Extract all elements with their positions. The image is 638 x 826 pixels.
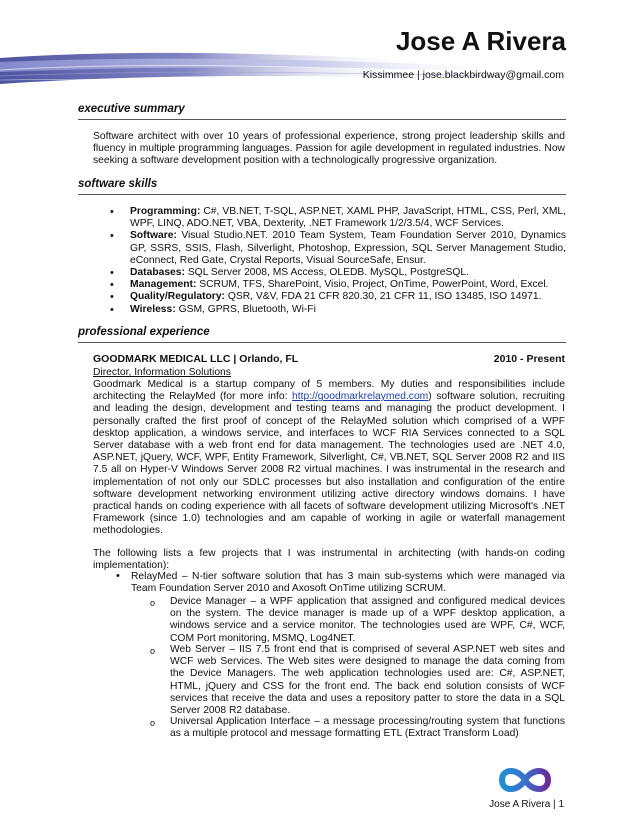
summary-paragraph: Software architect with over 10 years of professional experience, strong project leadership skills and fluency in multiple programming languages. Passion for agile development in regulated industries. Now seeking a software development position with a technologically progressive organization. (93, 131, 565, 167)
sub-bullet: o (150, 646, 156, 656)
relaymed-link[interactable]: http://goodmarkrelaymed.com (292, 391, 429, 403)
section-title-experience: professional experience (78, 326, 210, 338)
job-description: Goodmark Medical is a startup company of 5 members. My duties and responsibilities include architecting the RelayMed (for more info: http://goodmarkrelaymed.com) software solution, recruiting and leading the design, development and testing teams and managing the product development. I personally crafted the first proof of concept of the RelayMed solution which comprised of a WPF desktop application, a windows service, and interfaces to WCF RIA Services connected to a SQL Server database with a web front end for data management. The technologies used are .NET 4.0, ASP.NET, jQuery, WCF, WPF, Entity Framework, Silverlight, C#, VB.NET, SQL Server 2008 R2 and IIS 7.5 all on Hyper-V Windows Server 2008 R2 virtual machines. I was instrumental in the research and implementation of not only our SDLC processes but also installation and configuration of the entire software development networking environment utilizing active directory windows domains. I have practical hands on coding experience with all facets of software development utilizing Microsoft's .NET Framework (since 1.0) technologies and am capable of working in agile or waterfall management methodologies. (93, 379, 565, 537)
subproject-device-manager: Device Manager – a WPF application that assigned and configured medical devices on the system. The device manager is made up of a WPF desktop application, a windows service and a service monitor. The technologies used are WPF, C#, WCF, COM Port monitoring, MSMQ, Log4NET. (170, 596, 565, 644)
contact-info: Kissimmee | jose.blackbirdway@gmail.com (362, 69, 564, 81)
skill-item: • Programming: C#, VB.NET, T-SQL, ASP.NET, XAML PHP, JavaScript, HTML, CSS, Perl, XML, WPF, LINQ, ADO.NET, VBA, Dexterity, .NET Framework 1/2/3.5/4, WCF Services. (110, 206, 566, 230)
project-relaymed: RelayMed – N-tier software solution that has 3 main sub-systems which were managed via Team Foundation Server 2010 and Axosoft OnTime utilizing SCRUM. (131, 571, 565, 595)
job-dates: 2010 - Present (493, 353, 565, 365)
job-header (93, 353, 565, 365)
section-divider (78, 119, 566, 120)
section-divider (78, 194, 566, 195)
sub-bullet: o (150, 598, 156, 608)
sub-bullet: o (150, 718, 156, 728)
section-title-skills: software skills (78, 178, 158, 190)
infinity-logo-icon (496, 764, 554, 796)
candidate-name: Jose A Rivera (395, 26, 566, 56)
skill-item: • Software: Visual Studio.NET. 2010 Team System, Team Foundation Server 2010, Dynamics GP, SSRS, SSIS, Flash, Silverlight, Photoshop, Expression, SQL Server Management Studio, eConnect, Red Gate, Crystal Reports, Visual SourceSafe, Ensur. (110, 230, 566, 267)
section-divider (78, 342, 566, 343)
job-role: Director, Information Solutions (93, 367, 231, 378)
skill-item: • Management: SCRUM, TFS, SharePoint, Visio, Project, OnTime, PowerPoint, Word, Excel. (110, 279, 566, 291)
section-title-summary: executive summary (78, 103, 185, 115)
subproject-web-server: Web Server – IIS 7.5 front end that is comprised of several ASP.NET web sites and WCF web Services. The Web sites were designed to manage the data coming from the Device Managers. The web application technologies used are: C#, ASP.NET, HTML, jQuery and CSS for the front end. The back end solution consists of WCF services that receive the data and uses a repository patter to store the data in a SQL Server 2008 R2 database. (170, 644, 565, 717)
skill-item: • Databases: SQL Server 2008, MS Access, OLEDB. MySQL, PostgreSQL. (110, 267, 566, 279)
bullet: • (116, 570, 120, 582)
page-footer: Jose A Rivera | 1 (489, 799, 564, 810)
skill-item: • Quality/Regulatory: QSR, V&V, FDA 21 CFR 820.30, 21 CFR 11, ISO 13485, ISO 14971. (110, 291, 566, 303)
job-company: GOODMARK MEDICAL LLC | Orlando, FL (93, 353, 299, 365)
skill-item: • Wireless: GSM, GPRS, Bluetooth, Wi-Fi (110, 304, 566, 316)
projects-intro: The following lists a few projects that I was instrumental in architecting (with hands-on coding implementation): (93, 548, 565, 572)
skills-list (110, 206, 566, 316)
subproject-universal-interface: Universal Application Interface – a message processing/routing system that functions as a multiple protocol and message formatting ETL (Extract Transform Load) (170, 716, 565, 740)
